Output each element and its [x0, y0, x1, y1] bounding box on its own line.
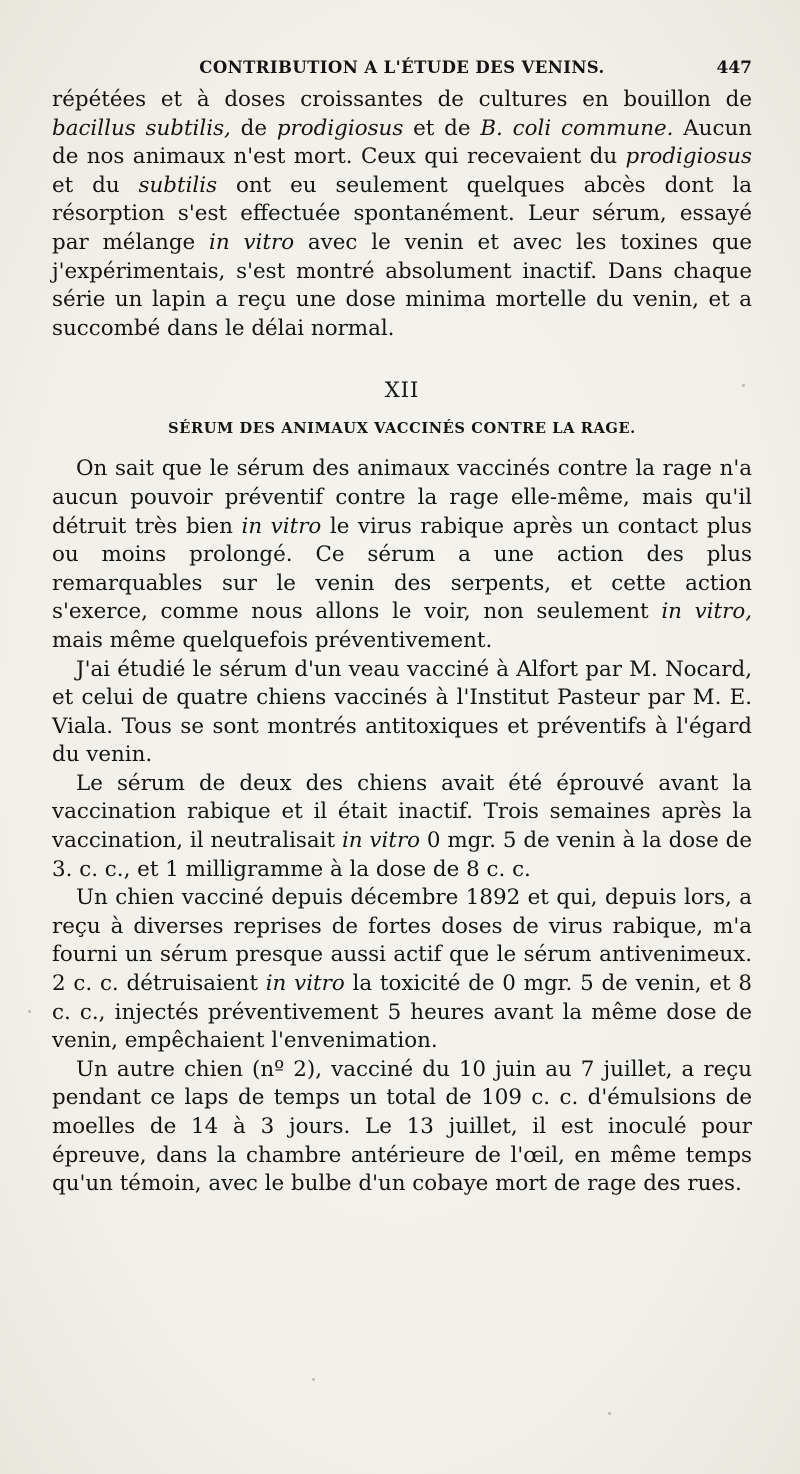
paper-speck: [608, 1412, 611, 1415]
text-run: de: [230, 115, 277, 141]
italic-term: in vitro: [241, 513, 322, 539]
paper-speck: [312, 1378, 315, 1381]
text-run: répétées et à doses croissantes de cultures en bouillon de: [52, 87, 752, 112]
text-run: avec le venin et avec les toxines que j'expérimentais, s'est montré absolument inactif. Dans chaque série un lapin a reçu une dose minima mortelle du venin, et a succombé dans le délai normal.: [52, 229, 753, 341]
page-number: 447: [716, 58, 752, 78]
italic-term: bacillus subtilis,: [52, 115, 231, 141]
running-head: [52, 50, 752, 82]
paragraph: [52, 455, 752, 655]
italic-term: in vitro,: [661, 599, 753, 625]
text-run: la toxicité de 0 mgr. 5 de venin, et 8 c. c., injectés préventivement 5 heures avant la même dose de venin, empêchaient l'envenimation.: [52, 971, 752, 1054]
paragraph-continued: [52, 86, 752, 343]
italic-term: in vitro: [209, 229, 295, 255]
italic-term: in vitro: [341, 828, 421, 854]
body-text: [52, 86, 752, 1199]
text-run: mais même quelquefois préventivement.: [52, 627, 493, 653]
text-run: et du: [52, 172, 139, 198]
section-title: SÉRUM DES ANIMAUX VACCINÉS CONTRE LA RAGE.: [168, 420, 636, 438]
italic-term: subtilis: [138, 172, 218, 198]
italic-term: prodigiosus: [276, 115, 404, 141]
text-run: On sait que le sérum des animaux vaccinés contre la rage n'a aucun pouvoir préventif contre la rage elle-même, mais qu'il détruit très bien: [52, 456, 752, 539]
text-run: Aucun de nos animaux n'est mort. Ceux qui recevaient du: [52, 115, 752, 170]
paragraph: Un autre chien (nº 2), vacciné du 10 juin au 7 juillet, a reçu pendant ce laps de temps un total de 109 c. c. d'émulsions de moelles de 14 à 3 jours. Le 13 juillet, il est inoculé pour épreuve, dans la chambre antérieure de l'œil, en même temps qu'un témoin, avec le bulbe d'un cobaye mort de rage des rues.: [52, 1056, 752, 1197]
paragraph: [52, 884, 752, 1056]
text-run: ont eu seulement quelques abcès dont la résorption s'est effectuée spontanément. Leur sérum, essayé par mélange: [52, 172, 753, 255]
text-run: Un chien vacciné depuis décembre 1892 et qui, depuis lors, a reçu à diverses reprises de fortes doses de virus rabique, m'a fourni un sérum presque aussi actif que le sérum antivenimeux. 2 c. c. détruisaient: [52, 885, 752, 997]
text-run: 0 mgr. 5 de venin à la dose de 3. c. c., et 1 milligramme à la dose de 8 c. c.: [52, 828, 753, 882]
text-run: Le sérum de deux des chiens avait été éprouvé avant la vaccination rabique et il était inactif. Trois semaines après la vaccination, il neutralisait: [52, 770, 752, 854]
italic-term: B. coli commune.: [480, 115, 674, 141]
text-run: et de: [403, 115, 481, 141]
paragraph: J'ai étudié le sérum d'un veau vacciné à Alfort par M. Nocard, et celui de quatre chiens vaccinés à l'Institut Pasteur par M. E. Viala. Tous se sont montrés antitoxiques et préventifs à l'égard du venin.: [52, 656, 752, 768]
italic-term: prodigiosus: [625, 144, 752, 170]
running-title: CONTRIBUTION A L'ÉTUDE DES VENINS.: [199, 58, 605, 77]
paragraph: [52, 770, 752, 884]
italic-term: in vitro: [265, 971, 345, 997]
paper-speck: [742, 384, 745, 387]
section-number: XII: [384, 378, 420, 403]
paper-speck: [28, 1010, 31, 1013]
text-run: le virus rabique après un contact plus ou moins prolongé. Ce sérum a une action des plus remarquables sur le venin des serpents, et cette action s'exerce, comme nous allons le voir, non seulement: [52, 513, 752, 625]
